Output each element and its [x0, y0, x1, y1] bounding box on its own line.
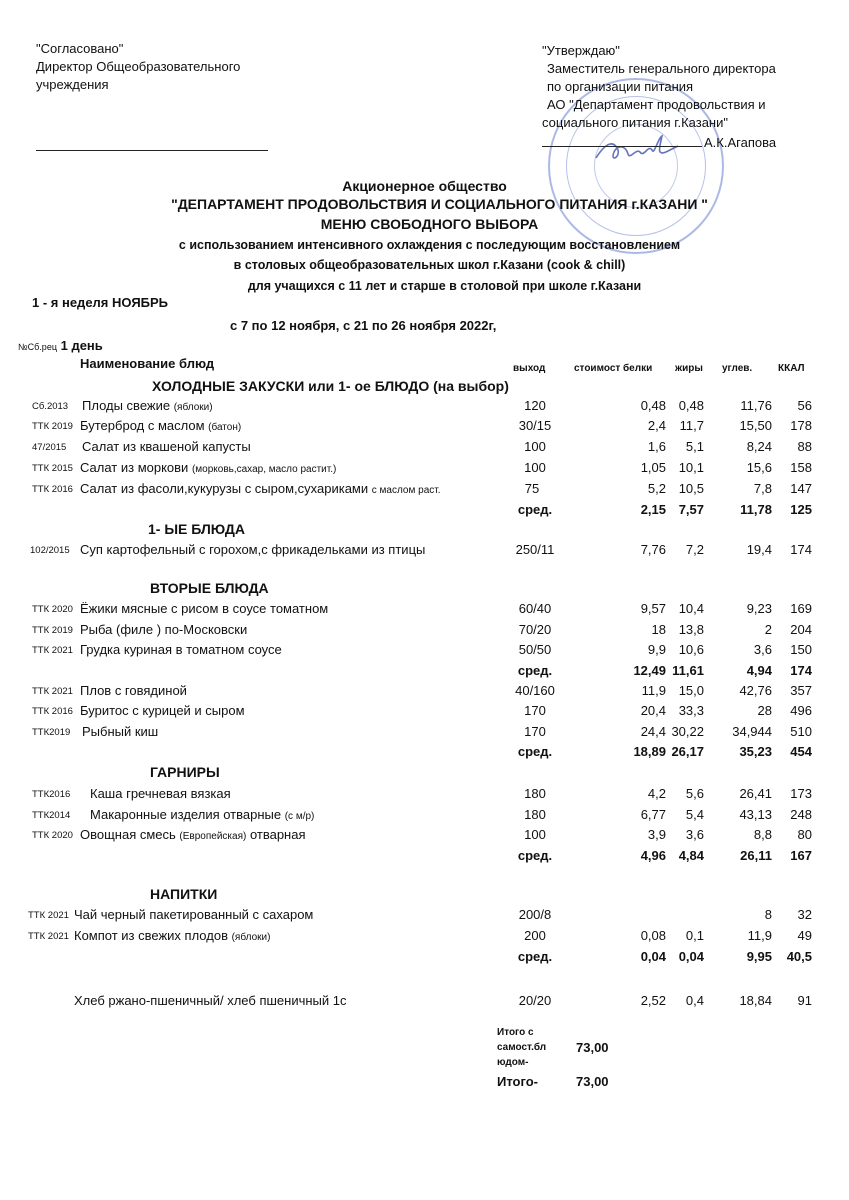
dish-name: Буритос с курицей и сыром: [80, 703, 245, 718]
subtitle-3: для учащихся с 11 лет и старше в столовой при школе г.Казани: [247, 279, 642, 293]
fat-value: 7,2: [685, 542, 704, 557]
section-title-garnishes: ГАРНИРЫ: [150, 764, 220, 780]
carbs-value: 11,9: [747, 928, 772, 943]
kcal-value: 169: [790, 601, 812, 616]
protein-value: 11,9: [641, 683, 666, 698]
table-row: [0, 460, 849, 480]
kcal-value: 80: [797, 827, 812, 842]
approval-right-line2: по организации питания: [547, 79, 694, 94]
average-label: сред.: [517, 502, 553, 517]
week-label: 1 - я неделя НОЯБРЬ: [32, 295, 169, 310]
fat-value: 5,6: [685, 786, 704, 801]
fat-value: 26,17: [671, 744, 704, 759]
carbs-value: 4,94: [746, 663, 772, 678]
table-row: [0, 786, 849, 806]
day-label: [18, 338, 103, 353]
table-row: [0, 724, 849, 744]
output-value: 180: [524, 807, 546, 822]
approval-right-line3: АО "Департамент продовольствия и: [547, 97, 766, 112]
carbs-value: 43,13: [739, 807, 772, 822]
recipe-code: ТТК 2021: [32, 645, 73, 656]
section-title-second-courses: ВТОРЫЕ БЛЮДА: [150, 580, 269, 596]
table-row: [0, 542, 849, 562]
fat-value: 5,4: [685, 807, 704, 822]
protein-value: 12,49: [633, 663, 666, 678]
section-title-cold-snacks: ХОЛОДНЫЕ ЗАКУСКИ или 1- ое БЛЮДО (на выбор): [152, 378, 509, 394]
output-value: 250/11: [515, 542, 555, 557]
carbs-value: 28: [757, 703, 772, 718]
recipe-code: ТТК 2020: [32, 604, 73, 615]
output-value: 180: [524, 786, 546, 801]
protein-value: 5,2: [647, 481, 666, 496]
table-row: [0, 481, 849, 501]
kcal-value: 167: [790, 848, 812, 863]
kcal-value: 204: [790, 622, 812, 637]
column-header-protein: белки: [623, 363, 653, 374]
approval-left-label: "Согласовано": [36, 41, 124, 56]
kcal-value: 496: [790, 703, 812, 718]
column-header-output: выход: [513, 363, 546, 374]
approval-right-block: [542, 42, 776, 152]
table-row: [0, 601, 849, 621]
average-row: [0, 949, 849, 969]
output-value: 50/50: [518, 642, 552, 657]
recipe-code: Сб.2013: [32, 401, 69, 412]
fat-value: 30,22: [671, 724, 704, 739]
table-row: [0, 928, 849, 948]
signature-line: [36, 150, 268, 151]
output-value: 75: [524, 481, 540, 496]
day-number: 1 день: [60, 338, 103, 353]
dish-name: Салат из фасоли,кукурузы с сыром,сухариками с маслом раст.: [80, 481, 441, 496]
fat-value: 11,7: [679, 418, 704, 433]
subtitle-1: с использованием интенсивного охлаждения с последующим восстановлением: [178, 238, 681, 252]
output-value: 60/40: [518, 601, 552, 616]
kcal-value: 158: [790, 460, 812, 475]
kcal-value: 125: [790, 502, 812, 517]
signatory-name: А.К.Агапова: [704, 135, 777, 150]
self-total-value: 73,00: [576, 1040, 609, 1055]
average-row: [0, 663, 849, 683]
protein-value: 2,4: [647, 418, 666, 433]
carbs-value: 15,50: [739, 418, 772, 433]
dish-name: Овощная смесь (Европейская) отварная: [80, 827, 306, 842]
approval-left-block: [36, 40, 268, 151]
org-name: "ДЕПАРТАМЕНТ ПРОДОВОЛЬСТВИЯ И СОЦИАЛЬНОГО ПИТАНИЯ г.КАЗАНИ ": [171, 196, 708, 212]
kcal-value: 32: [797, 907, 812, 922]
output-value: 100: [524, 460, 546, 475]
carbs-value: 42,76: [739, 683, 772, 698]
table-row: [0, 907, 849, 927]
protein-value: 0,48: [640, 398, 666, 413]
protein-value: 18: [651, 622, 666, 637]
column-header-name: Наименование блюд: [80, 356, 215, 371]
recipe-code: ТТК2014: [32, 810, 71, 821]
dish-name: Грудка куриная в томатном соусе: [80, 642, 282, 657]
protein-value: 9,9: [647, 642, 666, 657]
carbs-value: 3,6: [753, 642, 772, 657]
table-row: [0, 807, 849, 827]
recipe-code: ТТК2019: [32, 727, 71, 738]
average-label: сред.: [517, 744, 553, 759]
carbs-value: 9,23: [746, 601, 772, 616]
fat-value: 5,1: [685, 439, 704, 454]
kcal-value: 40,5: [786, 949, 812, 964]
table-row: [0, 827, 849, 847]
protein-value: 0,08: [640, 928, 666, 943]
fat-value: 33,3: [678, 703, 704, 718]
carbs-value: 7,8: [753, 481, 772, 496]
column-header-carbs: углев.: [722, 363, 753, 374]
dish-name: Суп картофельный с горохом,с фрикадельками из птицы: [80, 542, 426, 557]
dish-name: Плов с говядиной: [80, 683, 187, 698]
approval-left-line1: Директор Общеобразовательного: [36, 59, 241, 74]
fat-value: 3,6: [685, 827, 704, 842]
dish-name: Бутерброд с маслом (батон): [80, 418, 242, 433]
fat-value: 11,61: [672, 663, 704, 678]
approval-left-line2: учреждения: [36, 77, 109, 92]
fat-value: 0,1: [685, 928, 704, 943]
table-row: [0, 439, 849, 459]
carbs-value: 26,41: [739, 786, 772, 801]
carbs-value: 8,8: [753, 827, 772, 842]
kcal-value: 173: [790, 786, 812, 801]
dish-name: Плоды свежие (яблоки): [82, 398, 213, 413]
fat-value: 0,04: [678, 949, 704, 964]
protein-value: 4,2: [647, 786, 666, 801]
fat-value: 10,6: [678, 642, 704, 657]
recipe-code: 102/2015: [30, 545, 70, 556]
table-row: [0, 703, 849, 723]
protein-value: 20,4: [640, 703, 666, 718]
carbs-value: 2: [764, 622, 772, 637]
total-label: Итого-: [497, 1074, 538, 1089]
table-row: [0, 622, 849, 642]
dish-name: Салат из квашеной капусты: [82, 439, 251, 454]
recipe-code: ТТК 2021: [32, 686, 73, 697]
carbs-value: 11,76: [740, 398, 772, 413]
table-row: [0, 642, 849, 662]
output-value: 170: [524, 724, 546, 739]
fat-value: 4,84: [678, 848, 704, 863]
average-label: сред.: [517, 663, 553, 678]
kcal-value: 56: [797, 398, 812, 413]
menu-title: МЕНЮ СВОБОДНОГО ВЫБОРА: [320, 216, 539, 232]
recipe-code: ТТК 2019: [32, 421, 73, 432]
org-type: Акционерное общество: [342, 178, 507, 194]
dish-name: Хлеб ржано-пшеничный/ хлеб пшеничный 1с: [74, 993, 347, 1008]
self-total-label: Итого с самост.бл юдом-: [497, 1027, 547, 1068]
recipe-number-label: №Сб.рец: [18, 342, 57, 352]
total-value: 73,00: [576, 1074, 609, 1089]
kcal-value: 357: [790, 683, 812, 698]
signature-line: [542, 146, 702, 147]
table-row: [0, 398, 849, 418]
kcal-value: 88: [797, 439, 812, 454]
fat-value: 7,57: [678, 502, 704, 517]
output-value: 70/20: [518, 622, 552, 637]
protein-value: 3,9: [647, 827, 666, 842]
fat-value: 0,4: [685, 993, 704, 1008]
dish-name: Макаронные изделия отварные (с м/р): [90, 807, 315, 822]
carbs-value: 19,4: [746, 542, 772, 557]
protein-value: 7,76: [640, 542, 666, 557]
average-row: [0, 848, 849, 868]
dish-name: Рыба (филе ) по-Московски: [80, 622, 248, 637]
carbs-value: 9,95: [746, 949, 772, 964]
kcal-value: 91: [797, 993, 812, 1008]
fat-value: 10,1: [678, 460, 704, 475]
recipe-code: ТТК 2016: [32, 484, 73, 495]
section-title-first-courses: 1- ЫЕ БЛЮДА: [148, 521, 245, 537]
average-label: сред.: [517, 949, 553, 964]
protein-value: 4,96: [640, 848, 666, 863]
dish-name: Каша гречневая вязкая: [90, 786, 231, 801]
carbs-value: 34,944: [732, 724, 772, 739]
kcal-value: 147: [790, 481, 812, 496]
recipe-code: ТТК 2021: [28, 910, 69, 921]
output-value: 200: [524, 928, 546, 943]
output-value: 120: [524, 398, 546, 413]
kcal-value: 178: [790, 418, 812, 433]
dish-name: Салат из моркови (морковь,сахар, масло растит.): [80, 460, 337, 475]
protein-value: 1,6: [647, 439, 666, 454]
kcal-value: 248: [790, 807, 812, 822]
subtitle-2: в столовых общеобразовательных школ г.Казани (cook & chill): [233, 258, 626, 272]
recipe-code: ТТК 2016: [32, 706, 73, 717]
average-row: [0, 502, 849, 522]
output-value: 100: [524, 439, 546, 454]
recipe-code: ТТК 2019: [32, 625, 73, 636]
protein-value: 2,52: [640, 993, 666, 1008]
fat-value: 10,5: [678, 481, 704, 496]
fat-value: 13,8: [678, 622, 704, 637]
column-header-cost: стоимост: [574, 363, 621, 374]
table-row: [0, 418, 849, 438]
protein-value: 2,15: [640, 502, 666, 517]
dish-name: Чай черный пакетированный с сахаром: [74, 907, 314, 922]
recipe-code: 47/2015: [32, 442, 67, 453]
signatory-row: [542, 134, 776, 152]
approval-right-line4: социального питания г.Казани": [542, 115, 728, 130]
carbs-value: 15,6: [746, 460, 772, 475]
table-row: [0, 683, 849, 703]
carbs-value: 8,24: [746, 439, 772, 454]
dish-name: Ёжики мясные с рисом в соусе томатном: [80, 601, 329, 616]
kcal-value: 49: [797, 928, 812, 943]
average-row: [0, 744, 849, 764]
carbs-value: 18,84: [739, 993, 772, 1008]
column-header-fat: жиры: [675, 363, 703, 374]
column-header-kcal: ККАЛ: [778, 363, 805, 374]
protein-value: 6,77: [640, 807, 666, 822]
kcal-value: 150: [790, 642, 812, 657]
fat-value: 10,4: [678, 601, 704, 616]
carbs-value: 11,78: [740, 502, 772, 517]
date-range: с 7 по 12 ноября, с 21 по 26 ноября 2022г,: [230, 318, 497, 333]
recipe-code: ТТК 2015: [32, 463, 73, 474]
output-value: 100: [524, 827, 546, 842]
protein-value: 9,57: [640, 601, 666, 616]
kcal-value: 174: [790, 542, 812, 557]
fat-value: 0,48: [678, 398, 704, 413]
approval-right-line1: Заместитель генерального директора: [547, 61, 776, 76]
dish-name: Компот из свежих плодов (яблоки): [74, 928, 271, 943]
carbs-value: 8: [764, 907, 772, 922]
fat-value: 15,0: [678, 683, 704, 698]
section-title-drinks: НАПИТКИ: [150, 886, 218, 902]
output-value: 200/8: [518, 907, 552, 922]
carbs-value: 26,11: [740, 848, 772, 863]
protein-value: 1,05: [640, 460, 666, 475]
output-value: 170: [524, 703, 546, 718]
recipe-code: ТТК 2020: [32, 830, 73, 841]
carbs-value: 35,23: [739, 744, 772, 759]
output-value: 30/15: [518, 418, 552, 433]
average-label: сред.: [517, 848, 553, 863]
protein-value: 0,04: [640, 949, 666, 964]
bread-row: [0, 993, 849, 1013]
dish-name: Рыбный киш: [82, 724, 159, 739]
kcal-value: 174: [790, 663, 812, 678]
recipe-code: ТТК2016: [32, 789, 71, 800]
recipe-code: ТТК 2021: [28, 931, 69, 942]
protein-value: 24,4: [640, 724, 666, 739]
output-value: 20/20: [518, 993, 552, 1008]
approval-right-label: "Утверждаю": [542, 43, 620, 58]
kcal-value: 510: [790, 724, 812, 739]
kcal-value: 454: [790, 744, 812, 759]
protein-value: 18,89: [633, 744, 666, 759]
output-value: 40/160: [515, 683, 555, 698]
